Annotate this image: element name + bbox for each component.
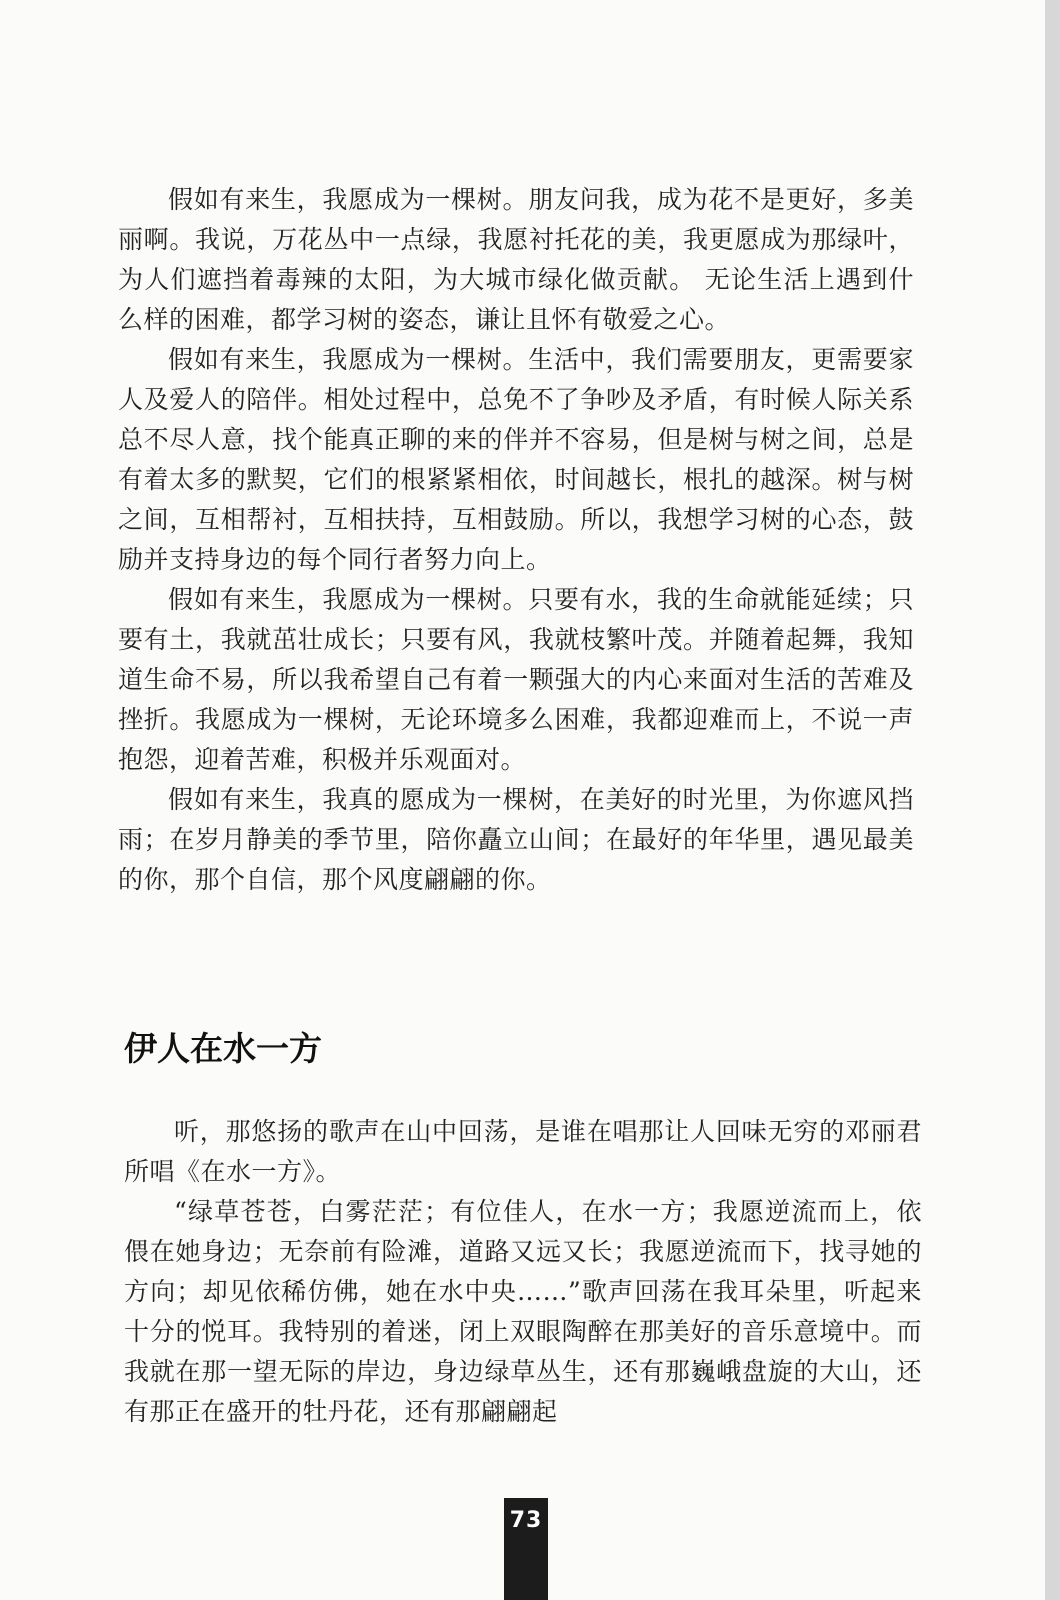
page-edge [1045,0,1060,1600]
paragraph: 听，那悠扬的歌声在山中回荡，是谁在唱那让人回味无穷的邓丽君所唱《在水一方》。 [124,1117,922,1186]
essay-body-2 [124,1112,922,1432]
essay-body-1 [118,180,914,900]
section-title: 伊人在水一方 [124,1029,322,1068]
paragraph: 假如有来生，我愿成为一棵树。生活中，我们需要朋友，更需要家人及爱人的陪伴。相处过程中，总免不了争吵及矛盾，有时候人际关系总不尽人意，找个能真正聊的来的伴并不容易，但是树与树之间，总是有着太多的默契，它们的根紧紧相依，时间越长，根扎的越深。树与树之间，互相帮衬，互相扶持，互相鼓励。所以，我想学习树的心态，鼓励并支持身边的每个同行者努力向上。 [118,345,914,574]
paragraph: “绿草苍苍，白雾茫茫；有位佳人，在水一方；我愿逆流而上，依偎在她身边；无奈前有险滩，道路又远又长；我愿逆流而下，找寻她的方向；却见依稀仿佛，她在水中央……”歌声回荡在我耳朵里，听起来十分的悦耳。我特别的着迷，闭上双眼陶醉在那美好的音乐意境中。而我就在那一望无际的岸边，身边绿草丛生，还有那巍峨盘旋的大山，还有那正在盛开的牡丹花，还有那翩翩起 [124,1197,922,1426]
paragraph: 假如有来生，我愿成为一棵树。只要有水，我的生命就能延续；只要有土，我就茁壮成长；只要有风，我就枝繁叶茂。并随着起舞，我知道生命不易，所以我希望自己有着一颗强大的内心来面对生活的苦难及挫折。我愿成为一棵树，无论环境多么困难，我都迎难而上，不说一声抱怨，迎着苦难，积极并乐观面对。 [118,585,914,774]
page-number: 73 [504,1498,548,1600]
paragraph: 假如有来生，我愿成为一棵树。朋友问我，成为花不是更好，多美丽啊。我说，万花丛中一点绿，我愿衬托花的美，我更愿成为那绿叶，为人们遮挡着毒辣的太阳，为大城市绿化做贡献。 无论生活上遇到什么样的困难，都学习树的姿态，谦让且怀有敬爱之心。 [118,185,914,334]
paragraph: 假如有来生，我真的愿成为一棵树，在美好的时光里，为你遮风挡雨；在岁月静美的季节里，陪你矗立山间；在最好的年华里，遇见最美的你，那个自信，那个风度翩翩的你。 [118,785,914,894]
